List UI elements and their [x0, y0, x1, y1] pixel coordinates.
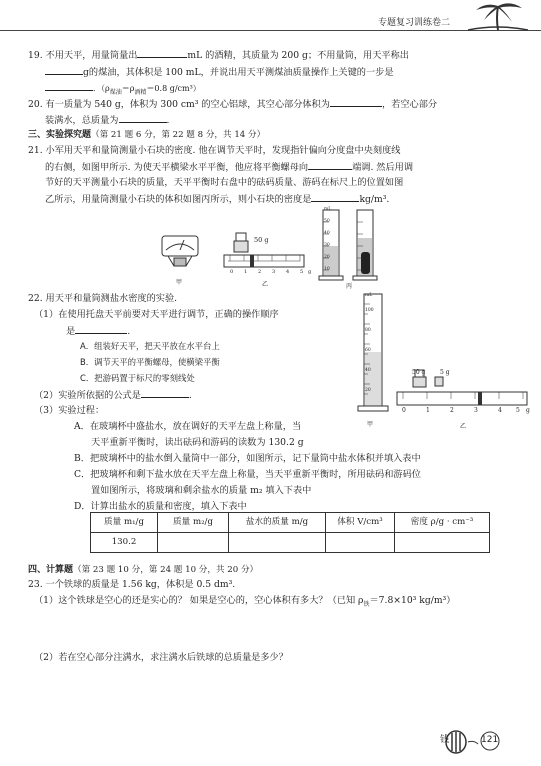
q22-p1: （1）在使用托盘天平前要对天平进行调节，正确的操作顺序: [34, 309, 279, 320]
q19-blank-2[interactable]: [45, 65, 83, 75]
q20-text-1: 20. 有一质量为 540 g，体积为 300 cm³ 的空心铝球，其空心部分体积为: [28, 99, 330, 110]
table-header-row: [91, 513, 490, 533]
q23-p1: （1）这个铁球是空心的还是实心的？ 如果是空心的，空心体积有多大？（已知 ρ: [34, 595, 364, 606]
q22-option-a: A．组装好天平，把天平放在水平台上: [80, 341, 220, 351]
q21-cyl-10: 10: [324, 267, 330, 272]
q21-cyl-20: 20: [324, 255, 330, 260]
q22-weight-5g: 5 g: [440, 369, 450, 376]
q20-blank-2[interactable]: [119, 113, 167, 123]
q21-ruler-tick-unit: g: [308, 269, 312, 275]
q23-text-1: 23. 一个铁球的质量是 1.56 kg，体积是 0.5 dm³.: [28, 579, 236, 590]
q21-ruler-tick-2: 2: [258, 269, 262, 275]
footer-logo-text: 钱: [440, 735, 450, 745]
q19-sub-kerosene: 煤油: [109, 88, 122, 96]
section-3-title: 三、实验探究题: [28, 130, 92, 140]
table-header-m1: 质量 m₁/g: [91, 513, 158, 533]
q22-fig-label-jia: 甲: [367, 421, 374, 428]
q22-step-a-1: A．在玻璃杯中盛盐水，放在调好的天平左盘上称量，当: [74, 421, 302, 432]
palm-tree-icon: [468, 0, 528, 32]
q21-fig-label-jia: 甲: [176, 279, 183, 286]
section-4-note: （第 23 题 10 分，第 24 题 10 分，共 20 分）: [73, 565, 259, 575]
q22-ruler-tick-unit: g: [526, 407, 530, 414]
q23-p2: （2）若在空心部分注满水，求注满水后铁球的总质量是多少？: [34, 652, 288, 663]
q20-text-2b: .: [166, 115, 170, 126]
q21-ruler-tick-0: 0: [230, 269, 234, 275]
q22-option-c: C．把游码置于标尺的零刻线处: [80, 373, 195, 383]
q21-fig-label-bing: 丙: [346, 283, 353, 290]
q21-ruler-tick-1: 1: [244, 269, 248, 275]
q22-fig-label-yi: 乙: [460, 423, 467, 430]
q22-data-table: [90, 512, 490, 553]
q21-text-2: 的右侧，如图甲所示. 为使天平横梁水平平衡，他应将平衡螺母向: [45, 162, 309, 173]
q22-cyl-60: 60: [365, 348, 371, 353]
table-header-m2: 质量 m₂/g: [158, 513, 229, 533]
q22-blank-2[interactable]: [141, 388, 189, 398]
q22-text-1: 22. 用天平和量筒测盐水密度的实验.: [28, 293, 178, 304]
q21-ruler-tick-3: 3: [272, 269, 276, 275]
q21-text-3: 节好的天平测量小石块的质量，天平平衡时右盘中的砝码质量、游码在标尺上的位置如图: [45, 177, 404, 188]
q21-cyl-50: 50: [324, 219, 330, 224]
q21-text-4: 乙所示，用量筒测量小石块的体积如图丙所示，则小石块的密度是: [45, 194, 312, 205]
q21-ruler-tick-5: 5: [300, 269, 304, 275]
q23-sub-iron: 铁: [363, 600, 370, 608]
q19-text-3b: ．（ρ: [93, 84, 110, 93]
q22-weight-50g: 50 g: [412, 369, 426, 376]
q22-step-d: D．计算出盐水的质量和密度，填入下表中: [74, 501, 247, 512]
table-header-m: 盐水的质量 m/g: [229, 513, 326, 533]
q22-ruler-tick-4: 4: [498, 407, 502, 414]
q21-text-1: 21. 小军用天平和量筒测量小石块的密度. 他在调节天平时，发现指针偏向分度盘中央刻度线: [28, 145, 401, 156]
q21-cyl-30: 30: [324, 243, 330, 248]
q22-ruler-tick-0: 0: [402, 407, 406, 414]
q22-blank-1[interactable]: [75, 324, 127, 334]
table-cell-density[interactable]: [395, 533, 490, 553]
table-cell-m[interactable]: [229, 533, 326, 553]
q21-cyl-40: 40: [324, 231, 330, 236]
q22-cyl-20: 20: [365, 388, 371, 393]
q22-step-c-2: 置如图所示，将玻璃和剩余盐水的质量 m₂ 填入下表中: [91, 485, 312, 496]
q22-p2b: .: [188, 390, 192, 401]
q22-p2: （2）实验所依据的公式是: [34, 390, 141, 401]
q20-text-1b: ，若空心部分: [381, 99, 438, 110]
q21-text-2b: 端调. 然后用调: [352, 162, 414, 173]
table-cell-m2[interactable]: [158, 533, 229, 553]
table-header-v: 体积 V/cm³: [326, 513, 395, 533]
q21-blank-1[interactable]: [308, 160, 352, 170]
q22-ruler-tick-5: 5: [516, 407, 520, 414]
table-header-density: 密度 ρ/g · cm⁻³: [395, 513, 490, 533]
q21-ruler-tick-4: 4: [286, 269, 290, 275]
q19-text-1b: mL 的酒精，其质量为 200 g；不用量筒，用天平称出: [187, 50, 409, 61]
q21-cyl-unit: mL: [324, 207, 332, 212]
q22-option-b: B．调节天平的平衡螺母，使横梁平衡: [80, 357, 220, 367]
q22-p1b: 是: [66, 326, 76, 337]
section-4-title: 四、计算题: [28, 565, 74, 575]
page-number: 121: [481, 735, 499, 745]
q22-cyl-40: 40: [365, 368, 371, 373]
table-row: [91, 533, 490, 553]
header-rule: [0, 30, 541, 31]
q22-ruler-tick-3: 3: [474, 407, 478, 414]
q22-ruler-tick-2: 2: [450, 407, 454, 414]
table-cell-v[interactable]: [326, 533, 395, 553]
q21-weight-label: 50 g: [254, 236, 269, 244]
q22-p1c: .: [127, 326, 131, 337]
q21-text-4b: kg/m³.: [359, 194, 390, 205]
q19-blank-3[interactable]: [45, 81, 93, 91]
q22-cyl-100: 100: [365, 308, 374, 313]
q19-text-2b: g的煤油，其体积是 100 mL，并说出用天平测煤油质量操作上关键的一步是: [83, 67, 394, 78]
q20-text-2: 装满水，总质量为: [45, 115, 119, 126]
q22-step-c-1: C．把玻璃杯和剩下盐水放在天平左盘上称量，当天平重新平衡时，所用砝码和游码位: [74, 469, 421, 480]
q22-step-b: B．把玻璃杯中的盐水倒入量筒中一部分，如图所示，记下量筒中盐水体积并填入表中: [74, 453, 421, 464]
q19-text-1: 19. 不用天平，用量筒量出: [28, 50, 138, 61]
q19-blank-1[interactable]: [137, 48, 187, 58]
balance-scale-dial-figure: [160, 232, 200, 270]
q22-p3: （3）实验过程：: [34, 405, 105, 416]
q21-blank-2[interactable]: [311, 192, 359, 202]
q19-sub-alcohol: 酒精: [134, 88, 147, 96]
q22-ruler-tick-1: 1: [426, 407, 430, 414]
q22-cyl-unit: mL: [365, 293, 373, 298]
q22-cyl-80: 80: [365, 328, 371, 333]
q23-p1c: ＝7.8×10³ kg/m³）: [369, 595, 456, 606]
table-cell-m1: 130.2: [91, 533, 158, 553]
q19-text-3f: ＝0.8 g/cm³）: [146, 84, 201, 93]
q22-step-a-2: 天平重新平衡时，读出砝码和游码的读数为 130.2 g: [91, 437, 304, 448]
header-title: 专题复习训练卷二: [378, 18, 451, 28]
q21-fig-label-yi: 乙: [262, 281, 269, 288]
section-3-note: （第 21 题 6 分，第 22 题 8 分，共 14 分）: [91, 130, 266, 140]
q20-blank-1[interactable]: [330, 97, 382, 107]
q19-text-3d: ＝ρ: [121, 84, 135, 93]
